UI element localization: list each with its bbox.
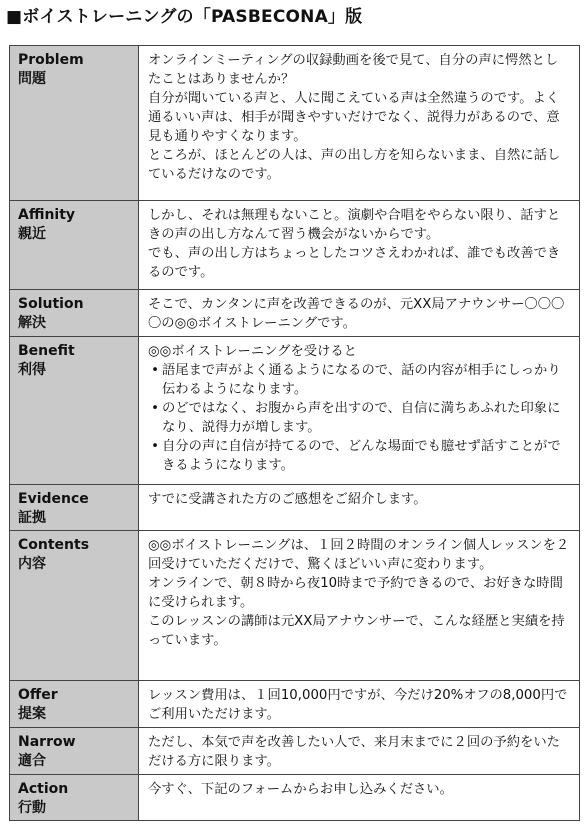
table-body	[10, 46, 580, 821]
label-en: Solution	[18, 296, 84, 312]
paragraph: オンラインで、朝８時から夜10時まで予約できるので、お好きな時間に受けられます。	[148, 576, 563, 610]
label-ja: 適合	[18, 753, 46, 769]
paragraph: でも、声の出し方はちょっとしたコツさえわかれば、誰でも改善できるのです。	[148, 246, 561, 280]
paragraph: しかし、それは無理もないこと。演劇や合唱をやらない限り、話すときの声の出し方なんて習う機会がないからです。	[148, 208, 561, 242]
label-en: Action	[18, 781, 69, 797]
content-cell	[139, 775, 580, 821]
row-evidence	[10, 485, 580, 531]
label-ja: 親近	[18, 226, 46, 242]
paragraph: ◎◎ボイストレーニングは、１回２時間のオンライン個人レッスンを２回受けていただくだけで、驚くほどいい声に変わります。	[148, 538, 570, 572]
paragraph: 今すぐ、下記のフォームからお申し込みください。	[148, 782, 453, 797]
paragraph: 自分が聞いている声と、人に聞こえている声は全然違うのです。よく通るいい声は、相手が聞きやすいだけでなく、説得力があるので、意見も通りやすくなります。	[148, 91, 560, 144]
label-en: Narrow	[18, 734, 76, 750]
paragraph: このレッスンの講師は元XX局アナウンサーで、こんな経歴と実績を持っています。	[148, 614, 565, 648]
label-cell	[10, 681, 139, 728]
label-cell	[10, 531, 139, 681]
row-offer	[10, 681, 580, 728]
pasbecona-table	[9, 45, 580, 821]
paragraph: ところが、ほとんどの人は、声の出し方を知らないまま、自然に話しているだけなのです。	[148, 148, 561, 182]
label-en: Problem	[18, 52, 84, 68]
content-cell	[139, 337, 580, 485]
paragraph: ただし、本気で声を改善したい人で、来月末までに２回の予約をいただける方に限ります。	[148, 735, 560, 769]
label-ja: 利得	[18, 362, 46, 378]
content-cell	[139, 201, 580, 290]
label-cell	[10, 46, 139, 201]
label-cell	[10, 201, 139, 290]
bullet-item: • 語尾まで声がよく通るようになるので、話の内容が相手にしっかり伝わるようになります。	[148, 361, 571, 399]
label-en: Benefit	[18, 343, 75, 359]
label-en: Evidence	[18, 491, 89, 507]
label-en: Offer	[18, 687, 58, 703]
label-cell	[10, 775, 139, 821]
bullet-item: • のどではなく、お腹から声を出すので、自信に満ちあふれた印象になり、説得力が増します。	[148, 399, 571, 437]
bullet-item: • 自分の声に自信が持てるので、どんな場面でも臆せず話すことができるようになります。	[148, 437, 571, 475]
document-title: ■ボイストレーニングの「PASBECONA」版	[6, 7, 363, 27]
paragraph: そこで、カンタンに声を改善できるのが、元XX局アナウンサー〇〇〇〇の◎◎ボイストレーニングです。	[148, 297, 565, 331]
label-ja: 行動	[18, 800, 46, 816]
label-ja: 内容	[18, 556, 46, 572]
content-cell	[139, 485, 580, 531]
paragraph: オンラインミーティングの収録動画を後で見て、自分の声に愕然としたことはありませんか？	[148, 53, 559, 87]
content-cell	[139, 681, 580, 728]
content-cell	[139, 46, 580, 201]
content-cell	[139, 728, 580, 775]
label-ja: 問題	[18, 71, 46, 87]
row-contents	[10, 531, 580, 681]
row-narrow	[10, 728, 580, 775]
content-cell	[139, 531, 580, 681]
label-cell	[10, 337, 139, 485]
row-action	[10, 775, 580, 821]
content-cell	[139, 290, 580, 337]
label-en: Contents	[18, 537, 90, 553]
label-en: Affinity	[18, 207, 76, 223]
row-benefit	[10, 337, 580, 485]
label-cell	[10, 290, 139, 337]
label-cell	[10, 728, 139, 775]
label-ja: 提案	[18, 706, 46, 722]
row-problem	[10, 46, 580, 201]
paragraph: ◎◎ボイストレーニングを受けると	[148, 344, 357, 359]
row-affinity	[10, 201, 580, 290]
row-solution	[10, 290, 580, 337]
label-ja: 解決	[18, 315, 46, 331]
label-cell	[10, 485, 139, 531]
paragraph: すでに受講された方のご感想をご紹介します。	[148, 492, 427, 507]
paragraph: レッスン費用は、１回10,000円ですが、今だけ20%オフの8,000円でご利用いただけます。	[148, 688, 568, 722]
label-ja: 証拠	[18, 510, 46, 526]
